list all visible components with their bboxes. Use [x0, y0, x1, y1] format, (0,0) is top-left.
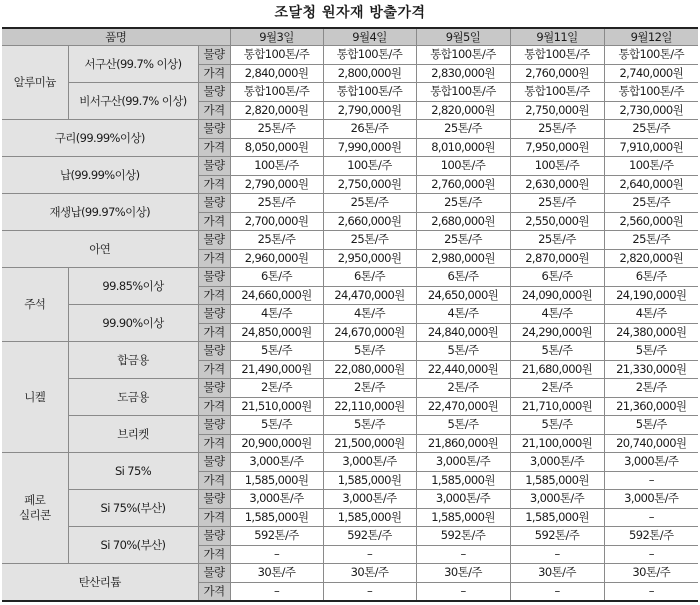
- price-cell: 2,790,000원: [323, 101, 416, 120]
- price-cell: 2,820,000원: [230, 101, 323, 120]
- qty-label: 물량: [198, 305, 230, 324]
- item-name: 납(99.99%이상): [2, 157, 198, 194]
- price-label: 가격: [198, 286, 230, 305]
- qty-cell: 6톤/주: [323, 268, 416, 287]
- item-name: 비서구산(99.7% 이상): [68, 83, 198, 120]
- item-name: 99.85%이상: [68, 268, 198, 305]
- price-cell: 24,840,000원: [416, 323, 510, 342]
- price-cell: 7,950,000원: [510, 138, 604, 157]
- price-cell: 1,585,000원: [230, 508, 323, 527]
- qty-cell: 통합100톤/주: [604, 46, 698, 65]
- qty-cell: 25톤/주: [416, 231, 510, 250]
- qty-cell: 6톤/주: [510, 268, 604, 287]
- price-cell: 2,750,000원: [323, 175, 416, 194]
- qty-cell: 26톤/주: [323, 120, 416, 139]
- qty-cell: 592톤/주: [604, 527, 698, 546]
- qty-cell: 통합100톤/주: [416, 46, 510, 65]
- qty-cell: 4톤/주: [604, 305, 698, 324]
- qty-cell: 4톤/주: [510, 305, 604, 324]
- qty-cell: 통합100톤/주: [230, 83, 323, 102]
- qty-cell: 2톤/주: [416, 379, 510, 398]
- item-name: 탄산리튬: [2, 564, 198, 602]
- table-row: [2, 83, 698, 102]
- qty-cell: 592톤/주: [323, 527, 416, 546]
- price-label: 가격: [198, 360, 230, 379]
- price-cell: 24,190,000원: [604, 286, 698, 305]
- price-cell: 2,660,000원: [323, 212, 416, 231]
- qty-cell: 2톤/주: [510, 379, 604, 398]
- qty-label: 물량: [198, 379, 230, 398]
- table-row: [2, 342, 698, 361]
- price-cell: 2,560,000원: [604, 212, 698, 231]
- qty-cell: 25톤/주: [604, 120, 698, 139]
- price-cell: 24,850,000원: [230, 323, 323, 342]
- qty-cell: 25톤/주: [604, 194, 698, 213]
- qty-label: 물량: [198, 453, 230, 472]
- price-cell: 2,700,000원: [230, 212, 323, 231]
- qty-cell: 5톤/주: [230, 416, 323, 435]
- qty-cell: 592톤/주: [510, 527, 604, 546]
- qty-label: 물량: [198, 490, 230, 509]
- price-label: 가격: [198, 175, 230, 194]
- qty-cell: 30톤/주: [323, 564, 416, 583]
- header-date: 9월12일: [604, 28, 698, 46]
- item-name: Si 75%: [68, 453, 198, 490]
- price-label: 가격: [198, 138, 230, 157]
- qty-cell: 592톤/주: [230, 527, 323, 546]
- qty-cell: 6톤/주: [604, 268, 698, 287]
- price-cell: 21,490,000원: [230, 360, 323, 379]
- price-label: 가격: [198, 508, 230, 527]
- price-cell: 2,830,000원: [416, 64, 510, 83]
- price-cell: 24,290,000원: [510, 323, 604, 342]
- price-cell: 22,110,000원: [323, 397, 416, 416]
- price-cell: 2,820,000원: [604, 249, 698, 268]
- price-cell: 2,820,000원: [416, 101, 510, 120]
- price-cell: –: [230, 545, 323, 564]
- qty-label: 물량: [198, 268, 230, 287]
- qty-cell: 3,000톤/주: [416, 490, 510, 509]
- item-name: 서구산(99.7% 이상): [68, 46, 198, 83]
- item-name: 합금용: [68, 342, 198, 379]
- table-body: [2, 46, 698, 602]
- price-cell: 22,470,000원: [416, 397, 510, 416]
- qty-cell: 25톤/주: [510, 120, 604, 139]
- price-cell: 22,080,000원: [323, 360, 416, 379]
- qty-cell: 30톤/주: [604, 564, 698, 583]
- qty-label: 물량: [198, 83, 230, 102]
- qty-cell: 5톤/주: [604, 416, 698, 435]
- price-cell: –: [510, 582, 604, 601]
- table-row: [2, 490, 698, 509]
- qty-cell: 통합100톤/주: [604, 83, 698, 102]
- qty-label: 물량: [198, 416, 230, 435]
- price-cell: 2,760,000원: [510, 64, 604, 83]
- price-cell: 2,680,000원: [416, 212, 510, 231]
- group-label: 니켈: [2, 342, 68, 453]
- price-cell: –: [416, 545, 510, 564]
- qty-cell: 5톤/주: [604, 342, 698, 361]
- price-label: 가격: [198, 397, 230, 416]
- qty-cell: 25톤/주: [230, 194, 323, 213]
- price-cell: 24,380,000원: [604, 323, 698, 342]
- price-cell: 21,710,000원: [510, 397, 604, 416]
- qty-cell: 25톤/주: [416, 120, 510, 139]
- table-row: [2, 231, 698, 250]
- qty-cell: 25톤/주: [230, 231, 323, 250]
- price-cell: 2,760,000원: [416, 175, 510, 194]
- price-cell: 2,730,000원: [604, 101, 698, 120]
- price-label: 가격: [198, 323, 230, 342]
- price-cell: 21,360,000원: [604, 397, 698, 416]
- price-label: 가격: [198, 101, 230, 120]
- group-label-line: 실리콘: [18, 508, 51, 522]
- qty-label: 물량: [198, 564, 230, 583]
- price-cell: 2,550,000원: [510, 212, 604, 231]
- qty-cell: 통합100톤/주: [323, 46, 416, 65]
- qty-cell: 30톤/주: [510, 564, 604, 583]
- qty-cell: 25톤/주: [230, 120, 323, 139]
- qty-cell: 2톤/주: [323, 379, 416, 398]
- header-item: 품명: [2, 28, 230, 46]
- qty-cell: 5톤/주: [510, 342, 604, 361]
- price-cell: –: [323, 545, 416, 564]
- qty-cell: 3,000톤/주: [230, 490, 323, 509]
- price-cell: 24,670,000원: [323, 323, 416, 342]
- qty-cell: 100톤/주: [416, 157, 510, 176]
- qty-cell: 2톤/주: [604, 379, 698, 398]
- table-row: [2, 379, 698, 398]
- qty-cell: 30톤/주: [230, 564, 323, 583]
- qty-cell: 100톤/주: [230, 157, 323, 176]
- qty-label: 물량: [198, 120, 230, 139]
- qty-cell: 5톤/주: [416, 416, 510, 435]
- price-cell: 1,585,000원: [510, 508, 604, 527]
- qty-label: 물량: [198, 527, 230, 546]
- price-cell: 21,330,000원: [604, 360, 698, 379]
- table-row: [2, 157, 698, 176]
- qty-cell: 4톤/주: [323, 305, 416, 324]
- table-row: [2, 453, 698, 472]
- price-cell: 21,860,000원: [416, 434, 510, 453]
- qty-label: 물량: [198, 157, 230, 176]
- price-cell: 2,980,000원: [416, 249, 510, 268]
- price-table: [2, 27, 698, 602]
- group-label: [2, 453, 68, 564]
- header-date: 9월11일: [510, 28, 604, 46]
- price-cell: –: [604, 471, 698, 490]
- qty-cell: 30톤/주: [416, 564, 510, 583]
- group-label-line: 페로: [24, 493, 46, 507]
- price-cell: 21,100,000원: [510, 434, 604, 453]
- item-name: 브리켓: [68, 416, 198, 453]
- qty-cell: 25톤/주: [416, 194, 510, 213]
- qty-label: 물량: [198, 231, 230, 250]
- price-cell: 1,585,000원: [230, 471, 323, 490]
- qty-cell: 5톤/주: [510, 416, 604, 435]
- price-cell: 1,585,000원: [323, 471, 416, 490]
- qty-cell: 100톤/주: [510, 157, 604, 176]
- item-name: 도금용: [68, 379, 198, 416]
- qty-cell: 통합100톤/주: [416, 83, 510, 102]
- header-date: 9월5일: [416, 28, 510, 46]
- price-cell: 2,630,000원: [510, 175, 604, 194]
- qty-cell: 통합100톤/주: [230, 46, 323, 65]
- qty-cell: 5톤/주: [323, 416, 416, 435]
- item-name: Si 75%(부산): [68, 490, 198, 527]
- qty-cell: 25톤/주: [323, 194, 416, 213]
- price-label: 가격: [198, 582, 230, 601]
- table-row: [2, 564, 698, 583]
- qty-cell: 4톤/주: [416, 305, 510, 324]
- table-row: [2, 268, 698, 287]
- qty-cell: 5톤/주: [323, 342, 416, 361]
- price-label: 가격: [198, 471, 230, 490]
- price-cell: 20,900,000원: [230, 434, 323, 453]
- qty-cell: 592톤/주: [416, 527, 510, 546]
- price-label: 가격: [198, 64, 230, 83]
- header-date: 9월4일: [323, 28, 416, 46]
- table-row: [2, 46, 698, 65]
- qty-cell: 통합100톤/주: [510, 46, 604, 65]
- item-name: 99.90%이상: [68, 305, 198, 342]
- qty-cell: 25톤/주: [604, 231, 698, 250]
- qty-cell: 통합100톤/주: [323, 83, 416, 102]
- price-cell: –: [510, 545, 604, 564]
- price-cell: –: [323, 582, 416, 601]
- qty-cell: 3,000톤/주: [604, 490, 698, 509]
- price-cell: –: [416, 582, 510, 601]
- qty-cell: 3,000톤/주: [230, 453, 323, 472]
- qty-cell: 3,000톤/주: [323, 490, 416, 509]
- price-cell: 21,680,000원: [510, 360, 604, 379]
- item-name: 재생납(99.97%이상): [2, 194, 198, 231]
- price-cell: 1,585,000원: [416, 471, 510, 490]
- price-cell: 24,660,000원: [230, 286, 323, 305]
- qty-cell: 3,000톤/주: [510, 490, 604, 509]
- qty-cell: 3,000톤/주: [510, 453, 604, 472]
- price-cell: –: [604, 582, 698, 601]
- qty-cell: 4톤/주: [230, 305, 323, 324]
- price-cell: 7,990,000원: [323, 138, 416, 157]
- qty-cell: 3,000톤/주: [416, 453, 510, 472]
- price-cell: 7,910,000원: [604, 138, 698, 157]
- qty-label: 물량: [198, 342, 230, 361]
- item-name: Si 70%(부산): [68, 527, 198, 564]
- qty-cell: 6톤/주: [416, 268, 510, 287]
- price-cell: 2,750,000원: [510, 101, 604, 120]
- price-cell: 24,090,000원: [510, 286, 604, 305]
- price-cell: 22,440,000원: [416, 360, 510, 379]
- header-date: 9월3일: [230, 28, 323, 46]
- price-cell: 1,585,000원: [510, 471, 604, 490]
- qty-cell: 통합100톤/주: [510, 83, 604, 102]
- price-cell: 2,740,000원: [604, 64, 698, 83]
- price-cell: 2,840,000원: [230, 64, 323, 83]
- price-cell: –: [230, 582, 323, 601]
- price-cell: 1,585,000원: [416, 508, 510, 527]
- price-label: 가격: [198, 545, 230, 564]
- table-row: [2, 416, 698, 435]
- qty-cell: 25톤/주: [510, 231, 604, 250]
- price-cell: 8,010,000원: [416, 138, 510, 157]
- table-row: [2, 305, 698, 324]
- price-cell: –: [604, 508, 698, 527]
- document-title: 조달청 원자재 방출가격: [274, 5, 426, 21]
- group-label: 주석: [2, 268, 68, 342]
- qty-label: 물량: [198, 46, 230, 65]
- price-cell: 24,470,000원: [323, 286, 416, 305]
- qty-cell: 2톤/주: [230, 379, 323, 398]
- qty-cell: 5톤/주: [230, 342, 323, 361]
- price-cell: 2,870,000원: [510, 249, 604, 268]
- price-cell: 20,740,000원: [604, 434, 698, 453]
- price-cell: 2,950,000원: [323, 249, 416, 268]
- price-cell: 24,650,000원: [416, 286, 510, 305]
- price-label: 가격: [198, 212, 230, 231]
- qty-cell: 3,000톤/주: [604, 453, 698, 472]
- qty-cell: 25톤/주: [510, 194, 604, 213]
- price-label: 가격: [198, 249, 230, 268]
- table-row: [2, 120, 698, 139]
- table-header: [2, 28, 698, 46]
- price-cell: 8,050,000원: [230, 138, 323, 157]
- qty-cell: 3,000톤/주: [323, 453, 416, 472]
- price-cell: 2,790,000원: [230, 175, 323, 194]
- price-cell: 21,510,000원: [230, 397, 323, 416]
- qty-cell: 6톤/주: [230, 268, 323, 287]
- table-row: [2, 194, 698, 213]
- price-cell: –: [604, 545, 698, 564]
- qty-cell: 100톤/주: [323, 157, 416, 176]
- item-name: 구리(99.99%이상): [2, 120, 198, 157]
- price-cell: 1,585,000원: [323, 508, 416, 527]
- item-name: 아연: [2, 231, 198, 268]
- price-cell: 2,800,000원: [323, 64, 416, 83]
- qty-label: 물량: [198, 194, 230, 213]
- qty-cell: 100톤/주: [604, 157, 698, 176]
- qty-cell: 5톤/주: [416, 342, 510, 361]
- price-cell: 2,960,000원: [230, 249, 323, 268]
- table-row: [2, 527, 698, 546]
- group-label: 알루미늄: [2, 46, 68, 120]
- price-label: 가격: [198, 434, 230, 453]
- price-cell: 21,500,000원: [323, 434, 416, 453]
- price-cell: 2,640,000원: [604, 175, 698, 194]
- qty-cell: 25톤/주: [323, 231, 416, 250]
